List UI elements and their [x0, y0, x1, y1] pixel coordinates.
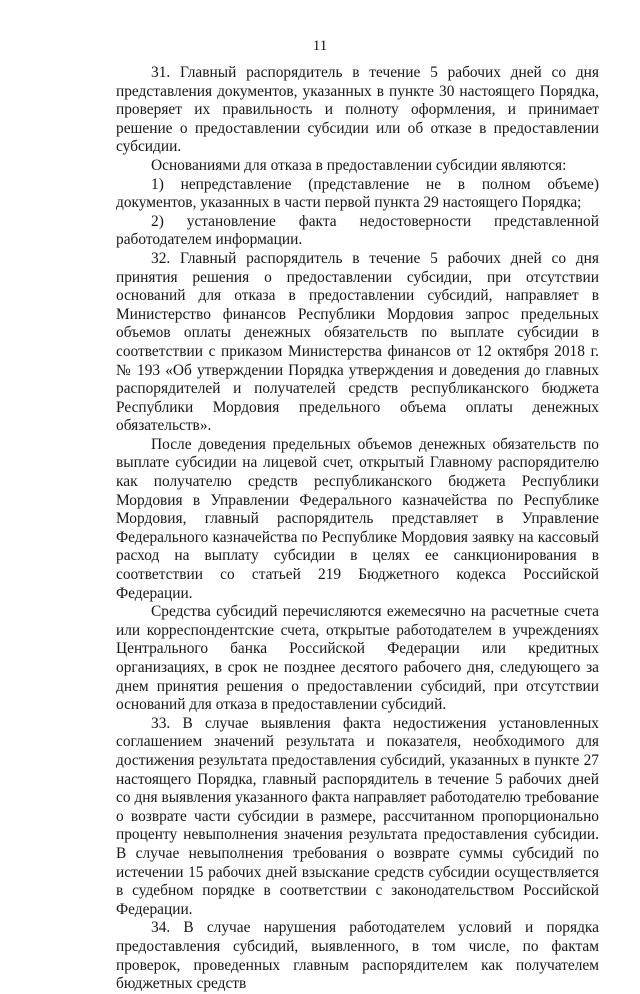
- paragraph-33: 33. В случае выявления факта недостижения установленных соглашением значений результата и показателя, необходимого для достижения результата предоставления субсидий, указанных в пункте 27 настоящего Порядка, главный распорядитель в течение 5 рабочих дней со дня выявления указанного факта направляет работодателю требование о возврате части субсидии в размере, рассчитанном пропорционально проценту невыполнения значения результата предоставления субсидии. В случае невыполнения требования о возврате суммы субсидий по истечении 15 рабочих дней взыскание средств субсидии осуществляется в судебном порядке в соответствии с законодательством Российской Федерации.: [116, 714, 599, 918]
- paragraph-34: 34. В случае нарушения работодателем условий и порядка предоставления субсидий, выявленного, в том числе, по фактам проверок, проведенных главным распорядителем как получателем бюджетных средств: [116, 919, 599, 993]
- paragraph-32: 32. Главный распорядитель в течение 5 рабочих дней со дня принятия решения о предоставлении субсидии, при отсутствии оснований для отказа в предоставлении субсидий, направляет в Министерство финансов Республики Мордовия запрос предельных объемов оплаты денежных обязательств по выплате субсидии в соответствии с приказом Министерства финансов от 12 октября 2018 г. № 193 «Об утверждении Порядка утверждения и доведения до главных распорядителей и получателей средств республиканского бюджета Республики Мордовия предельного объема оплаты денежных обязательств».: [116, 249, 599, 435]
- paragraph-31: 31. Главный распорядитель в течение 5 рабочих дней со дня представления документов, указанных в пункте 30 настоящего Порядка, проверяет их правильность и полноту оформления, и принимает решение о предоставлении субсидии или об отказе в предоставлении субсидии.: [116, 64, 599, 156]
- paragraph-refusal-ground-2: 2) установление факта недостоверности представленной работодателем информации.: [116, 212, 599, 249]
- document-body: [116, 64, 599, 994]
- paragraph-refusal-ground-1: 1) непредставление (представление не в полном объеме) документов, указанных в части первой пункта 29 настоящего Порядка;: [116, 175, 599, 212]
- page-number: 11: [312, 38, 328, 54]
- paragraph-limits: После доведения предельных объемов денежных обязательств по выплате субсидии на лицевой счет, открытый Главному распорядителю как получателю средств республиканского бюджета Республики Мордовия в Управлении Федерального казначейства по Республике Мордовия, главный распорядитель представляет в Управление Федерального казначейства по Республике Мордовия заявку на кассовый расход на выплату субсидии в целях ее санкционирования в соответствии со статьей 219 Бюджетного кодекса Российской Федерации.: [116, 435, 599, 602]
- paragraph-transfer: Средства субсидий перечисляются ежемесячно на расчетные счета или корреспондентские счета, открытые работодателем в учреждениях Центрального банка Российской Федерации или кредитных организациях, в срок не позднее десятого рабочего дня, следующего за днем принятия решения о предоставлении субсидий, при отсутствии оснований для отказа в предоставлении субсидий.: [116, 603, 599, 714]
- paragraph-refusal-grounds: Основаниями для отказа в предоставлении субсидии являются:: [151, 156, 567, 174]
